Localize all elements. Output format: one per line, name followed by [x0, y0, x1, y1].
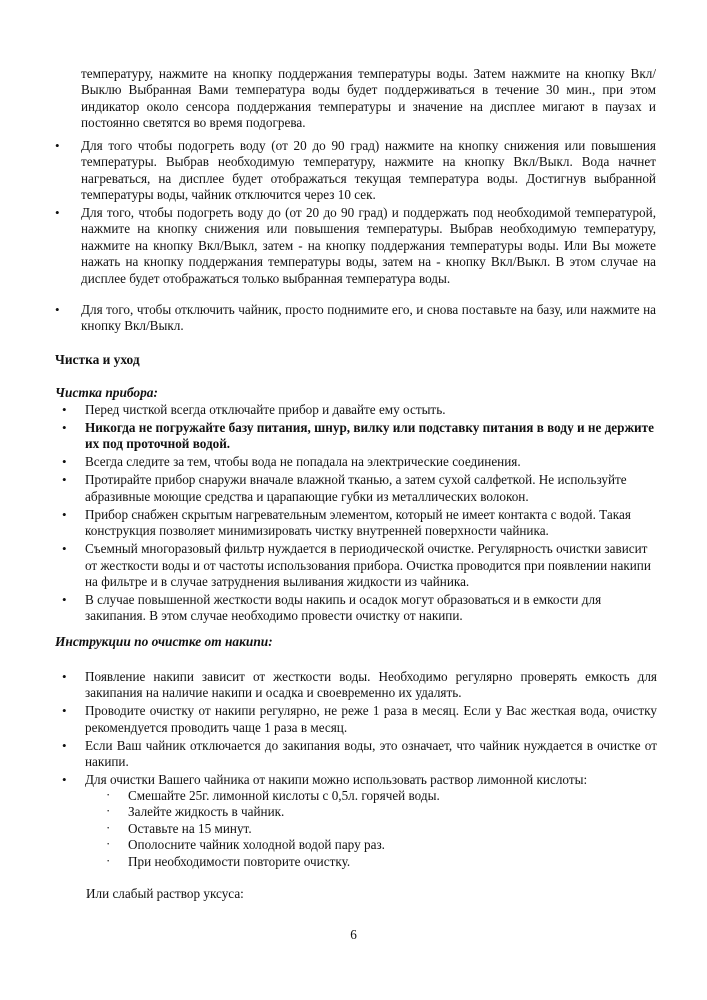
- step-item: · Ополосните чайник холодной водой пару раз.: [106, 836, 385, 853]
- descaling-list: [62, 669, 662, 790]
- descaling-steps: [106, 788, 606, 870]
- intro-paragraph: температуру, нажмите на кнопку поддержания температуры воды. Затем нажмите на кнопку Вкл/Выклю Выбранная Вами температура воды будет поддерживаться в течение 30 мин., при этом индикатор около сенсора поддержания температуры и значение на дисплее мигают в паузах и постоянно светятся во время подогрева.: [81, 66, 656, 131]
- bullet-icon: •: [62, 454, 67, 470]
- step-bullet-icon: ·: [106, 836, 111, 852]
- list-item: • В случае повышенной жесткости воды накипь и осадок могут образоваться и в емкости для закипания. В этом случае необходимо провести очистку от накипи.: [62, 592, 602, 624]
- bullet-icon: •: [62, 703, 67, 719]
- bullet-icon: •: [62, 772, 67, 788]
- page-number: 6: [350, 927, 357, 942]
- list-item: • Съемный многоразовый фильтр нуждается в периодической очистке. Регулярность очистки зависит от жесткости воды и от частоты использования прибора. Очистка проводится при появлении накипи на фильтре и в случае затруднения выливания жидкости из чайника.: [62, 541, 651, 590]
- section-title: Чистка и уход: [55, 352, 140, 367]
- step-bullet-icon: ·: [106, 852, 111, 868]
- bullet-icon: •: [55, 138, 60, 153]
- list-item: • Перед чисткой всегда отключайте прибор и давайте ему остыть.: [62, 402, 446, 417]
- step-bullet-icon: ·: [106, 787, 111, 802]
- list-item: • Всегда следите за тем, чтобы вода не попадала на электрические соединения.: [62, 454, 521, 470]
- warning-text: Никогда не погружайте базу питания, шнур, вилку или подставку питания в воду и не держите их под проточной водой.: [85, 420, 654, 452]
- top-bullet-text: Для того, чтобы подогреть воду до (от 20 до 90 град) и поддержать под необходимой температурой, нажмите на кнопку снижения или повышения температуры. Выбрав необходимую температуру, нажмите на кнопку Вкл/Выкл, затем - на кнопку поддержания температуры воды. Или Вы можете нажать на кнопку поддержания температуры воды, затем на - кнопку Вкл/Выкл. В этом случае на дисплее будет отображаться только выбранная температура воды.: [81, 205, 656, 286]
- bullet-icon: •: [62, 506, 67, 522]
- descaling-title: Инструкции по очистке от накипи:: [55, 634, 273, 649]
- step-bullet-icon: ·: [106, 819, 111, 835]
- bullet-icon: •: [55, 205, 60, 220]
- bullet-icon: •: [62, 541, 67, 557]
- list-item: [62, 420, 662, 453]
- bullet-icon: •: [62, 420, 67, 435]
- step-item: · При необходимости повторите очистку.: [106, 852, 351, 869]
- list-item: • Для очистки Вашего чайника от накипи можно использовать раствор лимонной кислоты:: [62, 772, 588, 788]
- step-item: · Залейте жидкость в чайник.: [106, 803, 285, 820]
- step-item: · Оставьте на 15 минут.: [106, 819, 252, 836]
- bullet-icon: •: [62, 402, 67, 417]
- top-bullet-text: Для того, чтобы отключить чайник, просто поднимите его, и снова поставьте на базу, или нажмите на кнопку Вкл/Выкл.: [81, 302, 656, 334]
- bullet-icon: •: [62, 669, 67, 684]
- bullet-icon: •: [62, 472, 67, 488]
- bullet-icon: •: [62, 592, 67, 608]
- list-item: • Протирайте прибор снаружи вначале влажной тканью, а затем сухой салфеткой. Не используйте абразивные моющие средства и царапающие губки из металлических волокон.: [62, 472, 627, 504]
- list-item: • Появление накипи зависит от жесткости воды. Необходимо регулярно проверять емкость для закипания на наличие накипи и осадка и своевременно их удалять.: [62, 669, 657, 701]
- bullet-icon: •: [55, 302, 60, 317]
- list-item: • Если Ваш чайник отключается до закипания воды, это означает, что чайник нуждается в очистке от накипи.: [62, 737, 657, 770]
- cleaning-list: [62, 402, 662, 626]
- bullet-icon: •: [62, 737, 67, 753]
- step-item: · Смешайте 25г. лимонной кислоты с 0,5л. горячей воды.: [106, 787, 440, 803]
- step-bullet-icon: ·: [106, 803, 111, 819]
- top-bullet-text: Для того чтобы подогреть воду (от 20 до 90 град) нажмите на кнопку снижения или повышения температуры. Выбрав необходимую температуру, нажмите на кнопку Вкл/Выкл. Вода начнет нагреваться, на дисплее будет отображаться текущая температура воды. Достигнув выбранной температуры воды, чайник отключится через 10 сек.: [81, 138, 656, 203]
- cleaning-title: Чистка прибора:: [55, 385, 158, 400]
- vinegar-alternative: Или слабый раствор уксуса:: [86, 886, 244, 901]
- list-item: • Прибор снабжен скрытым нагревательным элементом, который не имеет контакта с водой. Такая конструкция позволяет минимизировать чистку внутренней поверхности чайника.: [62, 506, 631, 539]
- list-item: • Проводите очистку от накипи регулярно, не реже 1 раза в месяц. Если у Вас жесткая вода, очистку рекомендуется проводить чаще 1 раза в месяц.: [62, 703, 657, 735]
